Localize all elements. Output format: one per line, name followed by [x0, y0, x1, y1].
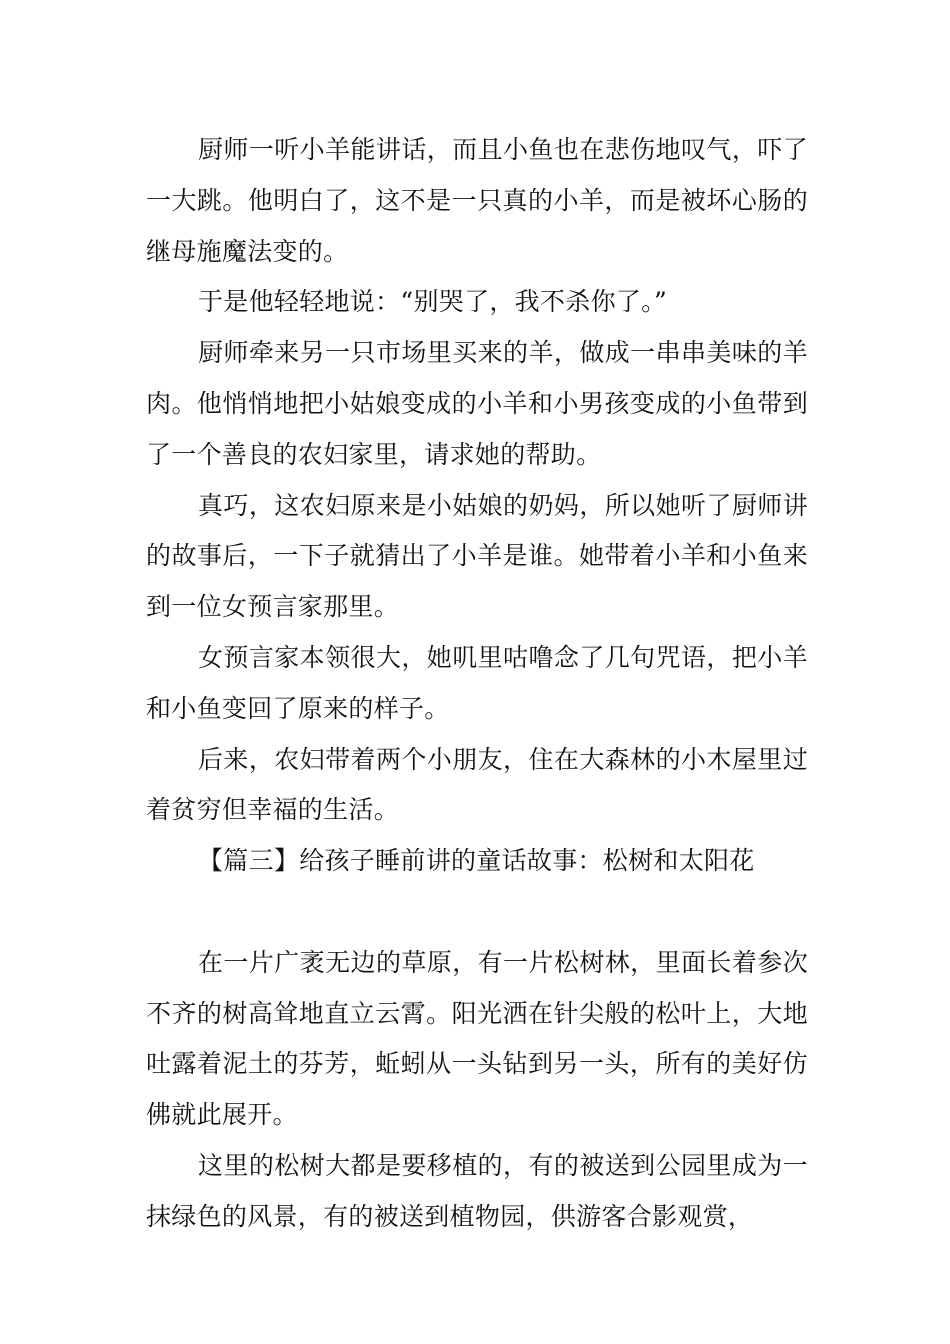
paragraph: 这里的松树大都是要移植的，有的被送到公园里成为一抹绿色的风景，有的被送到植物园，供游客合影观赏， [146, 1150, 808, 1231]
paragraph: 女预言家本领很大，她叽里咕噜念了几句咒语，把小羊和小鱼变回了原来的样子。 [146, 642, 808, 723]
document-body [146, 125, 808, 1243]
blank-line [146, 887, 808, 938]
paragraph: 厨师牵来另一只市场里买来的羊，做成一串串美味的羊肉。他悄悄地把小姑娘变成的小羊和小男孩变成的小鱼带到了一个善良的农妇家里，请求她的帮助。 [146, 338, 808, 469]
paragraph: 在一片广袤无边的草原，有一片松树林，里面长着参次不齐的树高耸地直立云霄。阳光洒在针尖般的松叶上，大地吐露着泥土的芬芳，蚯蚓从一头钻到另一头，所有的美好仿佛就此展开。 [146, 947, 808, 1130]
paragraph: 于是他轻轻地说：“别哭了，我不杀你了。” [198, 287, 668, 317]
paragraph: 真巧，这农妇原来是小姑娘的奶妈，所以她听了厨师讲的故事后，一下子就猜出了小羊是谁。她带着小羊和小鱼来到一位女预言家那里。 [146, 490, 808, 622]
section-heading: 【篇三】给孩子睡前讲的童话故事：松树和太阳花 [198, 846, 755, 876]
paragraph: 厨师一听小羊能讲话，而且小鱼也在悲伤地叹气，吓了一大跳。他明白了，这不是一只真的小羊，而是被坏心肠的继母施魔法变的。 [146, 135, 808, 266]
paragraph: 后来，农妇带着两个小朋友，住在大森林的小木屋里过着贫穷但幸福的生活。 [146, 744, 808, 825]
